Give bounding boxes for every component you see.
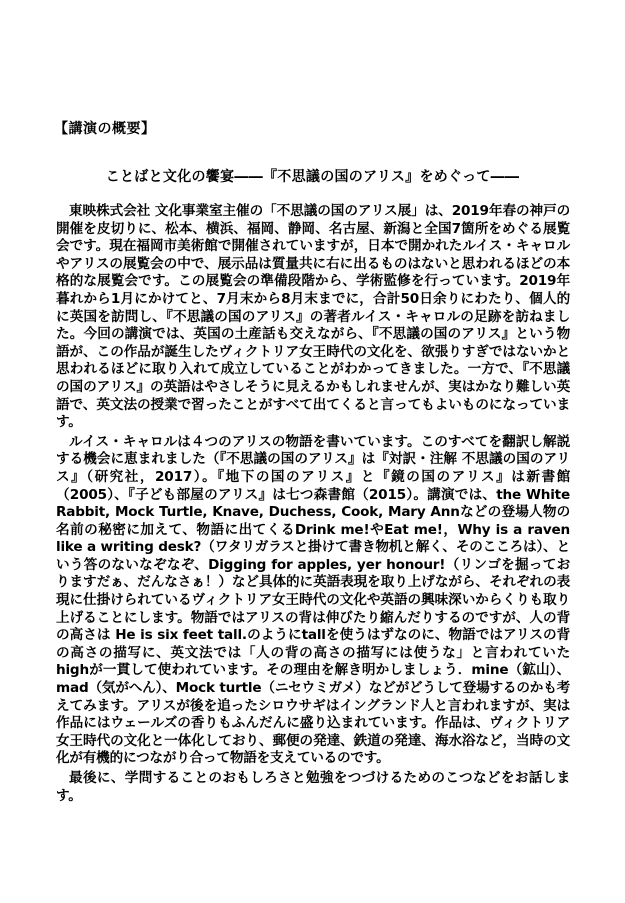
paragraph-main: ルイス・キャロルは４つのアリスの物語を書いています。このすべてを翻訳し解説する機会に恵まれました（『不思議の国のアリス』は『対訳・注解 不思議の国のアリス』（研究社，2017）。『地下の国のアリス』と『鏡の国のアリス』は新書館（2005）、『子ども部屋のアリス』は七つ森書館（2015）。講演では、the White Rabbit, Mock Turtle, Knave, Duchess, Cook, Mary Annなどの登場人物の名前の秘密に加えて、物語に出てくるDrink me!やEat me!，Why is a raven like a writing desk?（ワタリガラスと掛けて書き物机と解く、そのこころは）、という答のないなぞなぞ、Digging for apples, yer honour!（リンゴを掘っておりますだぁ、だんなさぁ！）など具体的に英語表現を取り上げながら、それぞれの表現に仕掛けられているヴィクトリア女王時代の文化や英語の興味深いからくりも取り上げることにします。物語ではアリスの背は伸びたり縮んだりするのですが、人の背の高さは He is six feet tall.のようにtallを使うはずなのに、物語ではアリスの背の高さの描写に、英文法では「人の背の高さの描写には使うな」と言われていたhighが一貫して使われています。その理由を解き明かしましょう．mine（鉱山）、mad（気がへん）、Mock turtle（ニセウミガメ）などがどうして登場するのかも考えてみます。アリスが後を追ったシロウサギはイングランド人と言われますが、実は作品にはウェールズの香りもふんだんに盛り込まれています。作品は、ヴィクトリア女王時代の文化と一体化しており、郵便の発達、鉄道の発達、海水浴など，当時の文化が有機的につながり合って物語を支えているのです。 [56,433,570,767]
paragraph-intro: 東映株式会社 文化事業室主催の「不思議の国のアリス展」は、2019年春の神戸の開催を皮切りに、松本、横浜、福岡、静岡、名古屋、新潟と全国7箇所をめぐる展覧会です。現在福岡市美術館で開催されていますが，日本で開かれたルイス・キャロルやアリスの展覧会の中で、展示品は質量共に右に出るものはないと思われるほどの本格的な展覧会です。この展覧会の準備段階から、学術監修を行っています。2019年暮れから1月にかけてと、7月末から8月末までに，合計50日余りにわたり、個人的に英国を訪問し、『不思議の国のアリス』の著者ルイス・キャロルの足跡を訪ねました。今回の講演では、英国の土産話も交えながら、『不思議の国のアリス』という物語が、この作品が誕生したヴィクトリア女王時代の文化を、欲張りすぎではないかと思われるほどに取り入れて成立していることがわかってきました。一方で、『不思議の国のアリス』の英語はやさしそうに見えるかもしれませんが、実はかなり難しい英語で、英文法の授業で習ったことがすべて出てくると言ってもよいものになっています。 [56,203,570,431]
section-heading: 【講演の概要】 [54,121,156,137]
body-text [56,203,570,807]
paragraph-closing: 最後に、学問することのおもしろさと勉強をつづけるためのこつなどをお話します。 [56,770,570,804]
lecture-title: ことばと文化の饗宴――『不思議の国のアリス』をめぐって―― [105,169,520,185]
